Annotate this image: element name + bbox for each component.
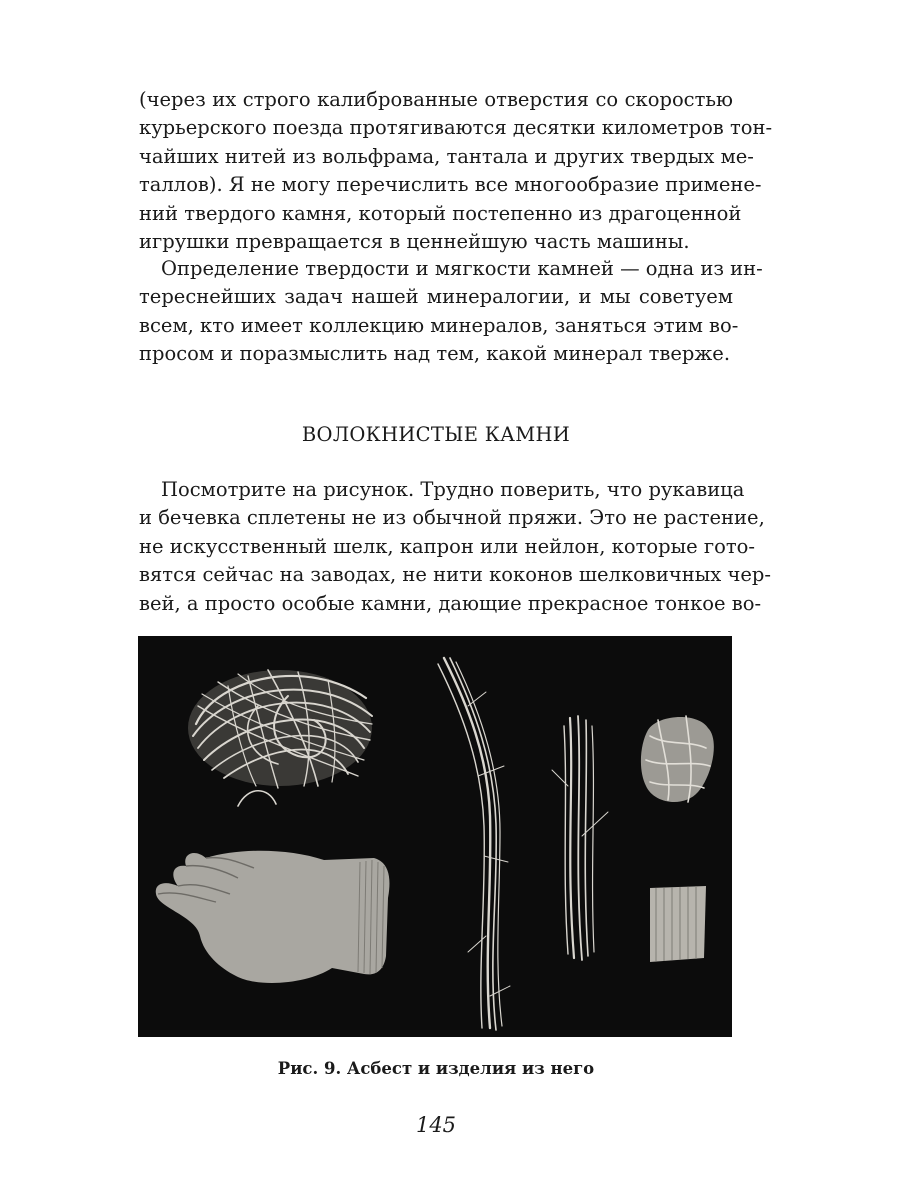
figure-caption: Рис. 9. Асбест и изделия из него (277, 1059, 595, 1078)
paragraph-3-line-1: Посмотрите на рисунок. Трудно поверить, что рукавица (161, 478, 745, 501)
paragraph-3-line-4: вятся сейчас на заводах, не нити коконов шелковичных чер- (139, 563, 771, 587)
paragraph-2-line-1: Определение твердости и мягкости камней — одна из ин- (161, 257, 763, 280)
asbestos-figure-photo (138, 636, 732, 1037)
paragraph-2-line-2: тереснейших задач нашей минералогии, и мы советуем (139, 285, 733, 309)
paragraph-1-line-2: курьерского поезда протягиваются десятки километров тон- (139, 116, 773, 140)
paragraph-3 (139, 476, 771, 618)
paragraph-2-line-3: всем, кто имеет коллекцию минералов, заняться этим во- (139, 313, 739, 337)
paragraph-3-line-5: вей, а просто особые камни, дающие прекрасное тонкое во- (139, 591, 762, 615)
paragraph-1 (139, 86, 773, 256)
page-number: 145 (415, 1113, 457, 1137)
paragraph-1-line-1: (через их строго калиброванные отверстия со скоростью (139, 88, 733, 111)
paragraph-3-line-2: и бечевка сплетены не из обычной пряжи. Это не растение, (139, 506, 765, 530)
paragraph-1-line-6: игрушки превращается в ценнейшую часть машины. (139, 229, 690, 253)
section-heading: ВОЛОКНИСТЫЕ КАМНИ (301, 423, 571, 446)
paragraph-1-line-5: ний твердого камня, который постепенно из драгоценной (139, 201, 742, 225)
paragraph-2-line-4: просом и поразмыслить над тем, какой минерал тверже. (139, 342, 731, 366)
paragraph-1-line-4: таллов). Я не могу перечислить все многообразие применe- (139, 173, 762, 197)
asbestos-fabric-swatch (650, 886, 706, 962)
paragraph-2 (139, 255, 763, 369)
paragraph-3-line-3: не искусственный шелк, капрон или нейлон, которые гото- (139, 534, 755, 558)
paragraph-1-line-3: чайших нитей из вольфрама, тантала и других твердых ме- (139, 144, 754, 168)
